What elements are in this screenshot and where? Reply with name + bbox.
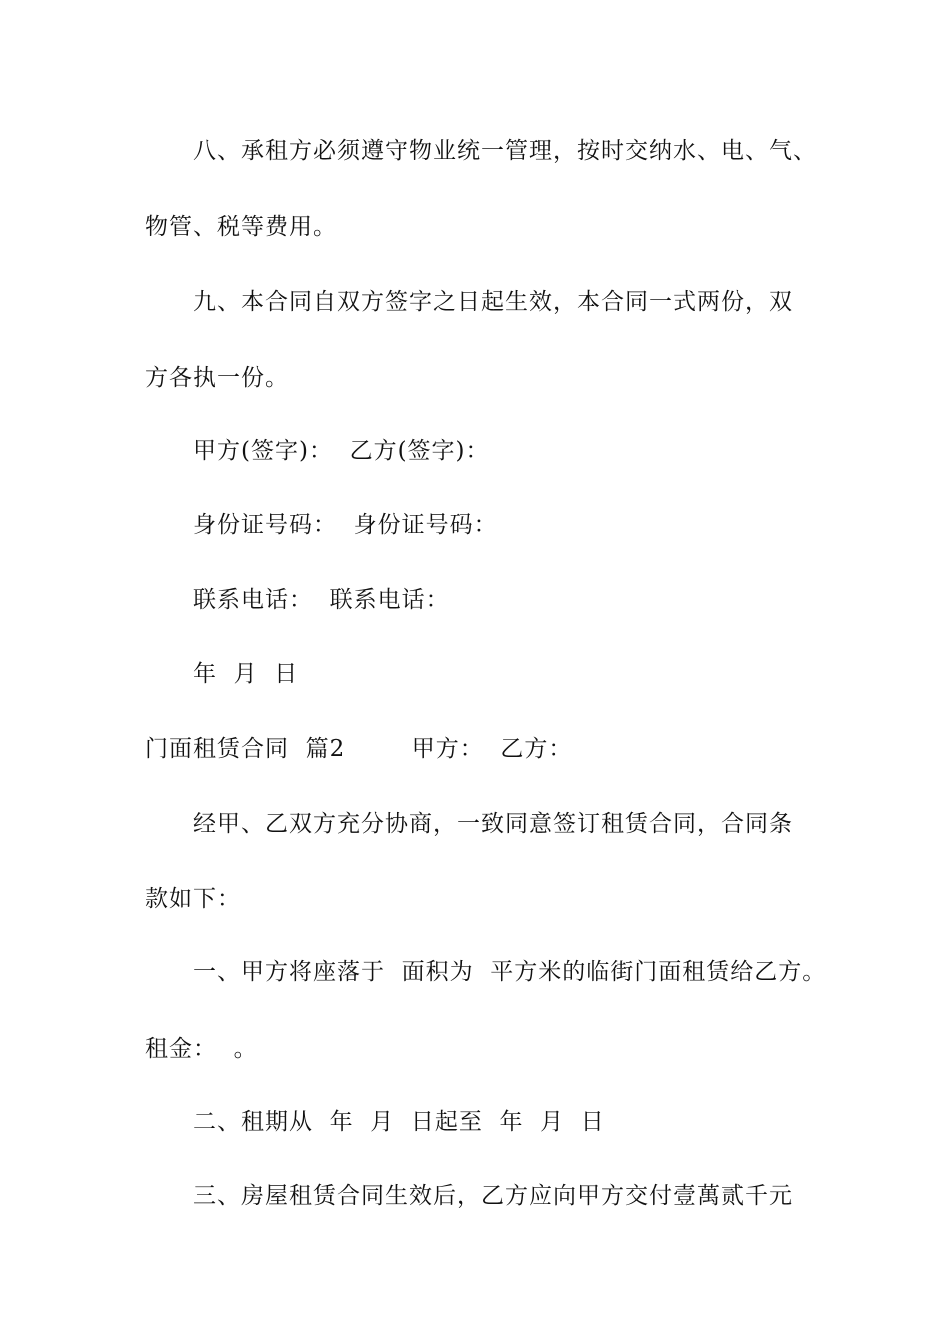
clause-9-line-1: 九、本合同自双方签字之日起生效，本合同一式两份，双 — [193, 289, 793, 315]
clause-1-line-2: 租金： 。 — [145, 1036, 258, 1062]
phone-line: 联系电话： 联系电话： — [193, 587, 450, 613]
clause-2-line: 二、租期从 年 月 日起至 年 月 日 — [193, 1109, 605, 1135]
id-number-line: 身份证号码： 身份证号码： — [193, 512, 498, 538]
contract-2-heading: 门面租赁合同 篇2 甲方： 乙方： — [145, 736, 573, 762]
signature-line: 甲方(签字)： 乙方(签字)： — [193, 438, 490, 464]
clause-8-line-2: 物管、税等费用。 — [145, 214, 337, 240]
intro-line-2: 款如下： — [145, 886, 241, 912]
clause-1-line-1: 一、甲方将座落于 面积为 平方米的临街门面租赁给乙方。 — [193, 959, 827, 985]
intro-line-1: 经甲、乙双方充分协商，一致同意签订租赁合同，合同条 — [193, 811, 793, 837]
clause-3-line-1: 三、房屋租赁合同生效后，乙方应向甲方交付壹萬贰千元 — [193, 1183, 793, 1209]
date-line: 年 月 日 — [193, 661, 299, 687]
clause-8-line-1: 八、承租方必须遵守物业统一管理，按时交纳水、电、气、 — [193, 138, 817, 164]
clause-9-line-2: 方各执一份。 — [145, 365, 289, 391]
